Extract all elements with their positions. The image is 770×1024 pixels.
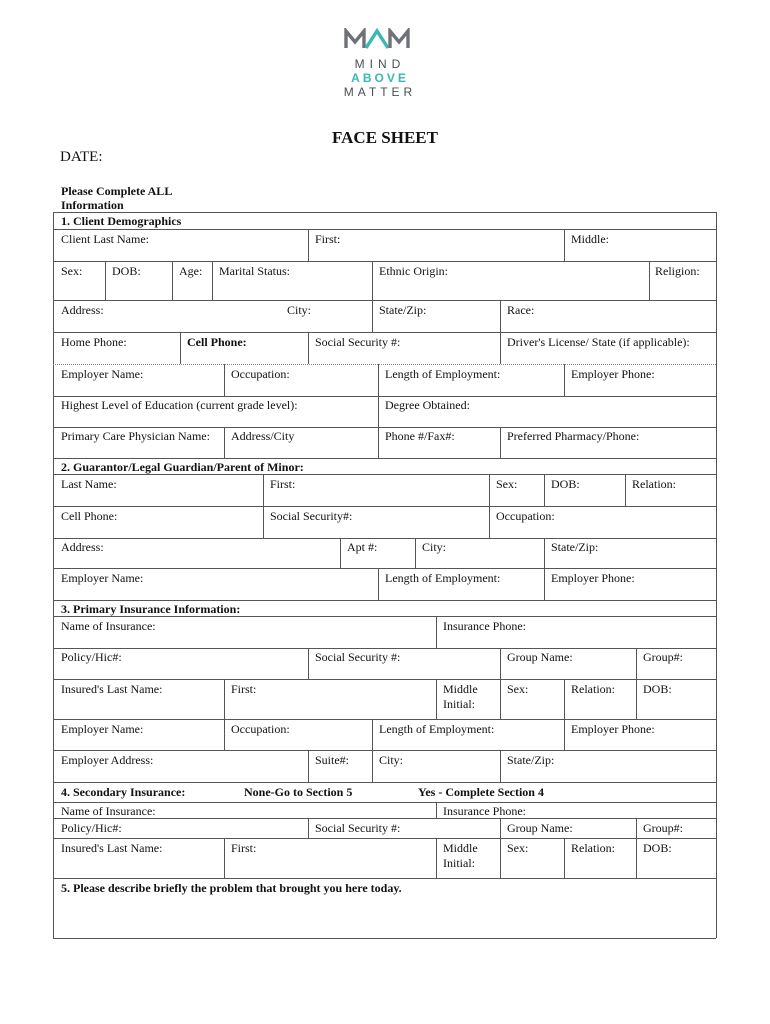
primary-suite-field[interactable]: Suite#: (315, 753, 350, 767)
client-pharmacy-field[interactable]: Preferred Pharmacy/Phone: (507, 429, 640, 443)
primary-state-zip-field[interactable]: State/Zip: (507, 753, 555, 767)
secondary-middle-initial-label-2[interactable]: Initial: (443, 856, 475, 870)
client-length-of-employment-field[interactable]: Length of Employment: (385, 367, 501, 381)
guarantor-city-field[interactable]: City: (422, 540, 447, 554)
primary-insured-first-name-field[interactable]: First: (231, 682, 257, 696)
secondary-policy-field[interactable]: Policy/Hic#: (61, 821, 122, 835)
secondary-group-name-field[interactable]: Group Name: (507, 821, 573, 835)
secondary-group-number-field[interactable]: Group#: (643, 821, 683, 835)
primary-policy-field[interactable]: Policy/Hic#: (61, 650, 122, 664)
section-4-heading: 4. Secondary Insurance: (61, 785, 186, 799)
secondary-option-yes[interactable]: Yes - Complete Section 4 (418, 785, 544, 799)
secondary-insured-first-name-field[interactable]: First: (231, 841, 257, 855)
client-occupation-field[interactable]: Occupation: (231, 367, 290, 381)
primary-insured-dob-field[interactable]: DOB: (643, 682, 672, 696)
primary-length-of-employment-field[interactable]: Length of Employment: (379, 722, 495, 736)
primary-insurance-phone-field[interactable]: Insurance Phone: (443, 619, 526, 633)
client-address-field[interactable]: Address: (61, 303, 104, 317)
client-age-field[interactable]: Age: (179, 264, 203, 278)
client-employer-phone-field[interactable]: Employer Phone: (571, 367, 655, 381)
client-degree-field[interactable]: Degree Obtained: (385, 398, 470, 412)
client-pcp-name-field[interactable]: Primary Care Physician Name: (61, 429, 210, 443)
logo-line-matter: MATTER (343, 85, 417, 99)
guarantor-state-zip-field[interactable]: State/Zip: (551, 540, 599, 554)
guarantor-address-field[interactable]: Address: (61, 540, 104, 554)
client-first-name-field[interactable]: First: (315, 232, 341, 246)
primary-insured-last-name-field[interactable]: Insured's Last Name: (61, 682, 163, 696)
guarantor-dob-field[interactable]: DOB: (551, 477, 580, 491)
primary-insurance-name-field[interactable]: Name of Insurance: (61, 619, 156, 633)
secondary-insured-dob-field[interactable]: DOB: (643, 841, 672, 855)
secondary-insured-sex-field[interactable]: Sex: (507, 841, 529, 855)
secondary-insured-last-name-field[interactable]: Insured's Last Name: (61, 841, 163, 855)
problem-description-area[interactable] (54, 897, 715, 937)
secondary-insured-relation-field[interactable]: Relation: (571, 841, 615, 855)
logo-line-above: ABOVE (351, 71, 409, 85)
guarantor-first-name-field[interactable]: First: (270, 477, 296, 491)
client-religion-field[interactable]: Religion: (655, 264, 700, 278)
guarantor-apt-field[interactable]: Apt #: (347, 540, 378, 554)
primary-employer-address-field[interactable]: Employer Address: (61, 753, 154, 767)
guarantor-length-of-employment-field[interactable]: Length of Employment: (385, 571, 501, 585)
primary-middle-initial-label-1[interactable]: Middle (443, 682, 478, 696)
client-last-name-field[interactable]: Client Last Name: (61, 232, 149, 246)
primary-group-name-field[interactable]: Group Name: (507, 650, 573, 664)
section-3-heading: 3. Primary Insurance Information: (61, 602, 241, 616)
primary-group-number-field[interactable]: Group#: (643, 650, 683, 664)
guarantor-cell-phone-field[interactable]: Cell Phone: (61, 509, 118, 523)
client-pcp-phone-fax-field[interactable]: Phone #/Fax#: (385, 429, 455, 443)
primary-middle-initial-label-2[interactable]: Initial: (443, 697, 475, 711)
secondary-option-none[interactable]: None-Go to Section 5 (244, 785, 353, 799)
section-5-heading: 5. Please describe briefly the problem that brought you here today. (61, 881, 402, 895)
primary-city-field[interactable]: City: (379, 753, 404, 767)
primary-insured-sex-field[interactable]: Sex: (507, 682, 529, 696)
primary-employer-name-field[interactable]: Employer Name: (61, 722, 144, 736)
client-sex-field[interactable]: Sex: (61, 264, 83, 278)
guarantor-ssn-field[interactable]: Social Security#: (270, 509, 353, 523)
guarantor-employer-name-field[interactable]: Employer Name: (61, 571, 144, 585)
logo-line-mind: MIND (354, 57, 406, 71)
instructions-line-2: Information (61, 198, 124, 212)
primary-insured-relation-field[interactable]: Relation: (571, 682, 615, 696)
client-state-zip-field[interactable]: State/Zip: (379, 303, 427, 317)
client-pcp-address-field[interactable]: Address/City (231, 429, 295, 443)
client-marital-status-field[interactable]: Marital Status: (219, 264, 290, 278)
client-education-field[interactable]: Highest Level of Education (current grade level): (61, 398, 298, 412)
client-city-field[interactable]: City: (287, 303, 312, 317)
primary-occupation-field[interactable]: Occupation: (231, 722, 290, 736)
primary-employer-phone-field[interactable]: Employer Phone: (571, 722, 655, 736)
date-label: DATE: (60, 149, 103, 165)
section-1-heading: 1. Client Demographics (61, 214, 182, 228)
guarantor-occupation-field[interactable]: Occupation: (496, 509, 555, 523)
client-ethnic-origin-field[interactable]: Ethnic Origin: (379, 264, 448, 278)
secondary-insurance-name-field[interactable]: Name of Insurance: (61, 804, 156, 818)
secondary-insurance-phone-field[interactable]: Insurance Phone: (443, 804, 526, 818)
client-home-phone-field[interactable]: Home Phone: (61, 335, 127, 349)
client-employer-name-field[interactable]: Employer Name: (61, 367, 144, 381)
client-middle-name-field[interactable]: Middle: (571, 232, 609, 246)
guarantor-last-name-field[interactable]: Last Name: (61, 477, 117, 491)
guarantor-sex-field[interactable]: Sex: (496, 477, 518, 491)
guarantor-employer-phone-field[interactable]: Employer Phone: (551, 571, 635, 585)
client-cell-phone-field[interactable]: Cell Phone: (187, 335, 247, 349)
secondary-middle-initial-label-1[interactable]: Middle (443, 841, 478, 855)
client-ssn-field[interactable]: Social Security #: (315, 335, 401, 349)
client-race-field[interactable]: Race: (507, 303, 535, 317)
page-title: FACE SHEET (332, 128, 438, 147)
client-drivers-license-field[interactable]: Driver's License/ State (if applicable): (507, 335, 690, 349)
secondary-ssn-field[interactable]: Social Security #: (315, 821, 401, 835)
client-dob-field[interactable]: DOB: (112, 264, 141, 278)
guarantor-relation-field[interactable]: Relation: (632, 477, 676, 491)
primary-ssn-field[interactable]: Social Security #: (315, 650, 401, 664)
section-2-heading: 2. Guarantor/Legal Guardian/Parent of Minor: (61, 460, 304, 474)
instructions-line-1: Please Complete ALL (61, 184, 173, 198)
